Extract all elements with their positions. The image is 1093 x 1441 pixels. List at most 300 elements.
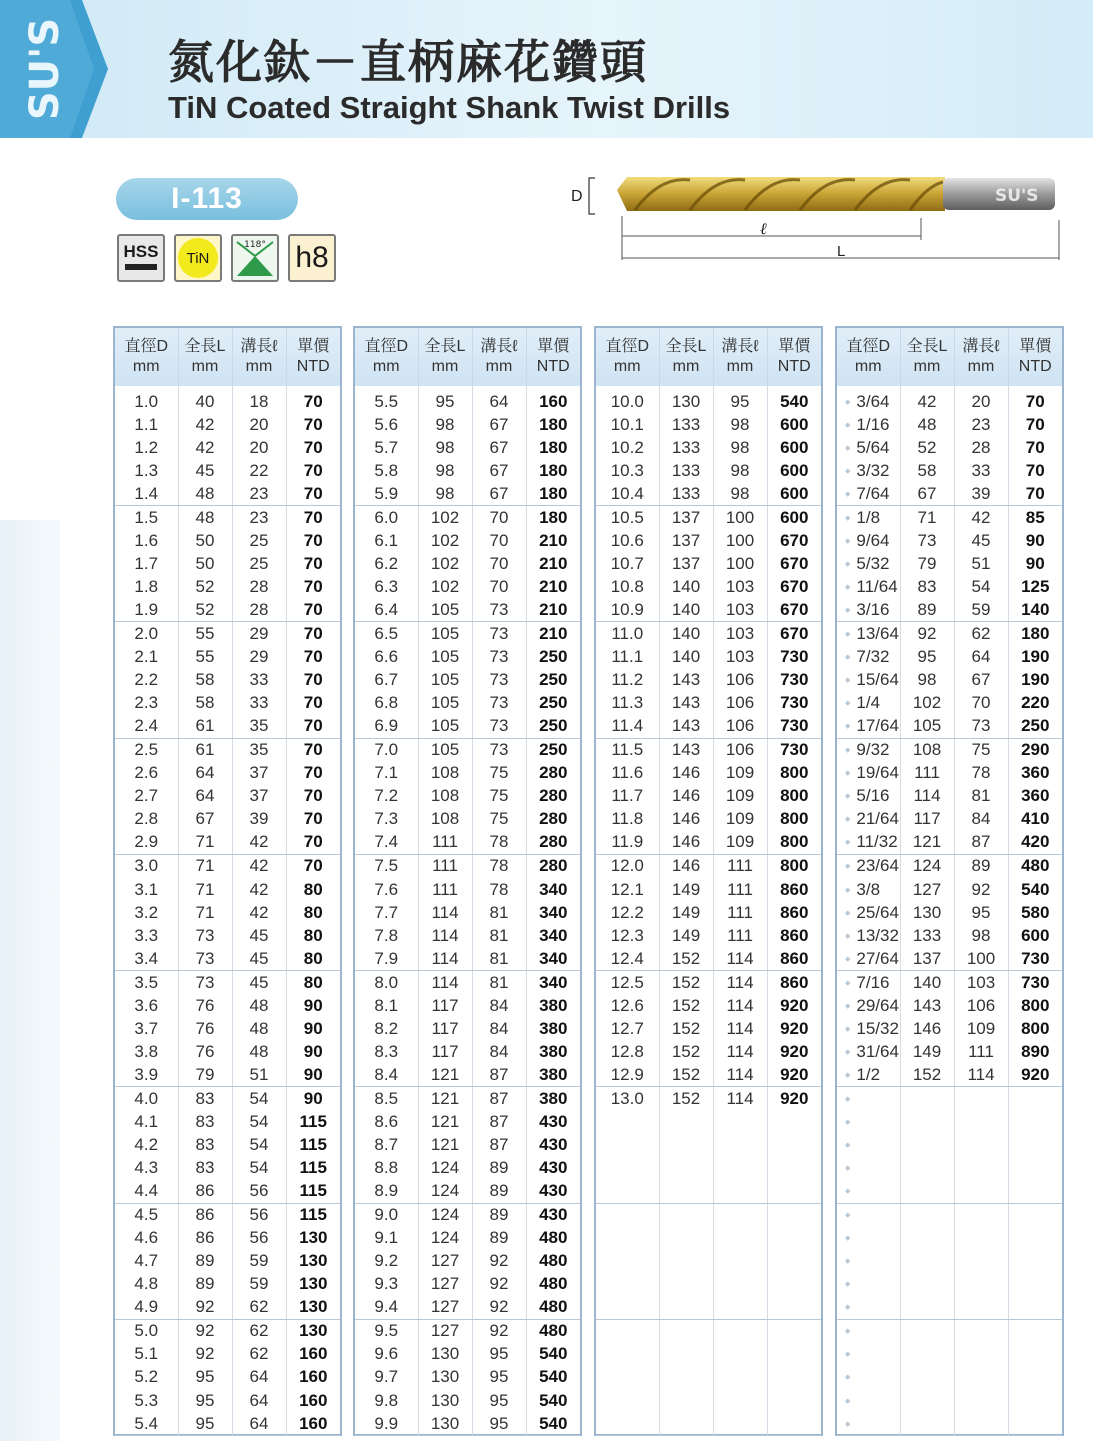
cell-price: 80 bbox=[286, 947, 340, 971]
cell-flute-length: 78 bbox=[954, 762, 1008, 785]
cell-total-length: 133 bbox=[659, 482, 713, 506]
cell-flute-length: 114 bbox=[713, 1087, 767, 1111]
cell-diameter bbox=[837, 1180, 900, 1204]
cell-total-length bbox=[659, 1250, 713, 1273]
cell-diameter: ◆ 7/32 bbox=[837, 646, 900, 669]
cell-total-length: 71 bbox=[178, 901, 232, 924]
cell-flute-length: 95 bbox=[472, 1343, 526, 1366]
cell-diameter bbox=[837, 1319, 900, 1343]
cell-flute-length: 73 bbox=[472, 598, 526, 622]
table-row bbox=[355, 1040, 580, 1063]
col-header-label: 全長L bbox=[906, 338, 948, 355]
table-row bbox=[355, 738, 580, 762]
cell-total-length: 152 bbox=[659, 1087, 713, 1111]
table-row bbox=[596, 1273, 821, 1296]
table-row bbox=[596, 1343, 821, 1366]
hss-icon bbox=[117, 234, 165, 282]
cell-total-length: 114 bbox=[418, 947, 472, 971]
cell-diameter: ◆ 25/64 bbox=[837, 901, 900, 924]
cell-flute-length bbox=[954, 1087, 1008, 1111]
cell-flute-length bbox=[713, 1319, 767, 1343]
cell-flute-length: 23 bbox=[232, 482, 286, 506]
table-row bbox=[115, 1203, 340, 1227]
cell-diameter: 3.8 bbox=[134, 1041, 159, 1061]
table-row bbox=[115, 1180, 340, 1204]
cell-price: 670 bbox=[767, 622, 821, 646]
cell-price: 70 bbox=[1008, 413, 1062, 436]
cell-diameter: ◆ 1/8 bbox=[837, 506, 900, 530]
col-header-label: 直徑D bbox=[124, 338, 169, 355]
cell-flute-length bbox=[713, 1157, 767, 1180]
cell-flute-length: 33 bbox=[232, 669, 286, 692]
cell-flute-length: 103 bbox=[713, 646, 767, 669]
cell-price: 80 bbox=[286, 971, 340, 995]
cell-total-length bbox=[659, 1343, 713, 1366]
page-title-chinese: 氮化鈦－直柄麻花鑽頭 bbox=[168, 35, 648, 89]
cell-diameter: 1.4 bbox=[115, 482, 178, 506]
cell-price: 130 bbox=[286, 1227, 340, 1250]
cell-total-length: 92 bbox=[900, 622, 954, 646]
cell-diameter: 7.2 bbox=[374, 786, 399, 806]
cell-total-length: 111 bbox=[418, 831, 472, 855]
cell-diameter: 5.7 bbox=[374, 437, 399, 457]
cell-total-length bbox=[900, 1296, 954, 1320]
cell-diameter: ◆ 5/16 bbox=[837, 785, 900, 808]
table-row bbox=[355, 1063, 580, 1087]
cell-total-length: 152 bbox=[659, 994, 713, 1017]
cell-diameter: ◆ 19/64 bbox=[837, 762, 900, 785]
table-row bbox=[115, 1157, 340, 1180]
cell-flute-length: 45 bbox=[232, 971, 286, 995]
cell-price: 340 bbox=[526, 947, 580, 971]
table-row bbox=[355, 1203, 580, 1227]
col-header-unit: NTD bbox=[777, 358, 811, 375]
cell-total-length: 140 bbox=[659, 598, 713, 622]
cell-flute-length bbox=[954, 1110, 1008, 1133]
cell-diameter: 2.7 bbox=[134, 786, 159, 806]
table-row bbox=[596, 1134, 821, 1157]
cell-flute-length: 73 bbox=[954, 715, 1008, 739]
cell-price: 340 bbox=[526, 971, 580, 995]
cell-price: 190 bbox=[1008, 669, 1062, 692]
cell-price: 140 bbox=[1008, 598, 1062, 622]
table-row bbox=[837, 831, 1062, 855]
cell-flute-length: 81 bbox=[954, 785, 1008, 808]
cell-diameter: 5.9 bbox=[355, 482, 418, 506]
cell-flute-length: 114 bbox=[713, 1040, 767, 1063]
cell-diameter bbox=[837, 1203, 900, 1227]
cell-diameter: 8.7 bbox=[374, 1135, 399, 1155]
cell-price: 250 bbox=[526, 738, 580, 762]
cell-diameter: 12.4 bbox=[596, 947, 659, 971]
cell-diameter: 11.9 bbox=[596, 831, 659, 855]
cell-diameter: 1.5 bbox=[134, 507, 159, 527]
table-row bbox=[355, 1250, 580, 1273]
cell-diameter: 6.6 bbox=[374, 647, 399, 667]
cell-diameter: 8.6 bbox=[374, 1111, 399, 1131]
cell-price: 130 bbox=[286, 1319, 340, 1343]
cell-price: 70 bbox=[1008, 459, 1062, 482]
cell-total-length bbox=[900, 1343, 954, 1366]
cell-price bbox=[1008, 1366, 1062, 1389]
cell-total-length: 50 bbox=[178, 552, 232, 575]
cell-diameter: 4.8 bbox=[134, 1274, 159, 1294]
cell-price: 280 bbox=[526, 762, 580, 785]
cell-diameter: 6.4 bbox=[355, 598, 418, 622]
cell-total-length bbox=[900, 1180, 954, 1204]
col-header-diameter bbox=[837, 328, 900, 386]
table-row bbox=[115, 1366, 340, 1389]
cell-flute-length: 106 bbox=[713, 669, 767, 692]
cell-flute-length bbox=[954, 1203, 1008, 1227]
cell-price: 480 bbox=[526, 1227, 580, 1250]
cell-flute-length: 100 bbox=[713, 552, 767, 575]
cell-flute-length: 89 bbox=[954, 854, 1008, 878]
cell-diameter: 1.0 bbox=[134, 391, 159, 411]
cell-diameter: 8.5 bbox=[374, 1088, 399, 1108]
cell-flute-length: 20 bbox=[232, 436, 286, 459]
cell-total-length bbox=[900, 1087, 954, 1111]
cell-price bbox=[767, 1273, 821, 1296]
cell-diameter: 7.4 bbox=[355, 831, 418, 855]
cell-price: 540 bbox=[526, 1412, 580, 1436]
table-row bbox=[837, 1250, 1062, 1273]
cell-total-length: 133 bbox=[900, 924, 954, 947]
cell-flute-length: 87 bbox=[472, 1134, 526, 1157]
cell-diameter: 10.4 bbox=[596, 482, 659, 506]
col-header-unit: mm bbox=[854, 358, 882, 375]
col-header-diameter bbox=[355, 328, 418, 386]
cell-total-length: 124 bbox=[418, 1180, 472, 1204]
cell-price: 540 bbox=[526, 1389, 580, 1412]
cell-price: 220 bbox=[1008, 692, 1062, 715]
size-table-2 bbox=[353, 326, 582, 1436]
cell-price: 210 bbox=[526, 622, 580, 646]
table-row bbox=[115, 715, 340, 739]
cell-total-length: 55 bbox=[178, 622, 232, 646]
cell-price: 90 bbox=[286, 994, 340, 1017]
table-row bbox=[115, 1412, 340, 1436]
table-row bbox=[837, 575, 1062, 598]
col-header-label: 直徑D bbox=[846, 338, 891, 355]
cell-total-length: 140 bbox=[659, 646, 713, 669]
table-row bbox=[596, 808, 821, 831]
cell-flute-length: 95 bbox=[472, 1412, 526, 1436]
cell-price: 210 bbox=[526, 529, 580, 552]
cell-total-length: 71 bbox=[178, 878, 232, 901]
cell-price: 210 bbox=[526, 598, 580, 622]
cell-price: 125 bbox=[1008, 575, 1062, 598]
table-row bbox=[837, 715, 1062, 739]
cell-total-length bbox=[900, 1203, 954, 1227]
cell-flute-length: 35 bbox=[232, 715, 286, 739]
cell-total-length: 124 bbox=[900, 854, 954, 878]
cell-diameter: 5.6 bbox=[374, 414, 399, 434]
table-row bbox=[837, 1273, 1062, 1296]
cell-price: 540 bbox=[1008, 878, 1062, 901]
cell-total-length: 48 bbox=[900, 413, 954, 436]
cell-diameter: 5.2 bbox=[134, 1367, 159, 1387]
cell-price: 800 bbox=[767, 785, 821, 808]
cell-flute-length bbox=[954, 1180, 1008, 1204]
table-row bbox=[355, 1412, 580, 1436]
cell-total-length: 140 bbox=[659, 622, 713, 646]
cell-total-length: 79 bbox=[178, 1063, 232, 1087]
table-row bbox=[115, 1227, 340, 1250]
drill-diagram bbox=[565, 168, 1065, 264]
cell-price bbox=[767, 1296, 821, 1320]
cell-diameter: 2.1 bbox=[134, 647, 159, 667]
cell-diameter: 2.3 bbox=[134, 693, 159, 713]
cell-flute-length: 51 bbox=[954, 552, 1008, 575]
cell-total-length: 95 bbox=[418, 386, 472, 413]
cell-price: 90 bbox=[1008, 552, 1062, 575]
cell-flute-length: 29 bbox=[232, 646, 286, 669]
cell-flute-length: 98 bbox=[954, 924, 1008, 947]
cell-diameter: ◆ 15/64 bbox=[837, 669, 900, 692]
col-header-flute-length bbox=[713, 328, 767, 386]
cell-flute-length: 92 bbox=[472, 1296, 526, 1320]
tin-coating-icon bbox=[174, 234, 222, 282]
cell-price bbox=[1008, 1134, 1062, 1157]
cell-flute-length: 59 bbox=[232, 1250, 286, 1273]
table-row bbox=[837, 459, 1062, 482]
cell-price: 380 bbox=[526, 994, 580, 1017]
table-row bbox=[115, 1343, 340, 1366]
size-table-1 bbox=[113, 326, 342, 1436]
cell-price: 160 bbox=[286, 1343, 340, 1366]
cell-flute-length: 59 bbox=[954, 598, 1008, 622]
cell-price: 540 bbox=[526, 1366, 580, 1389]
cell-price: 70 bbox=[286, 669, 340, 692]
cell-flute-length: 51 bbox=[232, 1063, 286, 1087]
cell-diameter: 12.6 bbox=[610, 995, 644, 1015]
table-row bbox=[355, 924, 580, 947]
table-row bbox=[355, 762, 580, 785]
cell-price: 250 bbox=[526, 646, 580, 669]
cell-total-length: 73 bbox=[900, 529, 954, 552]
cell-total-length: 64 bbox=[178, 785, 232, 808]
table-row bbox=[355, 785, 580, 808]
cell-diameter: 10.5 bbox=[610, 507, 644, 527]
cell-total-length: 42 bbox=[178, 413, 232, 436]
cell-flute-length: 56 bbox=[232, 1180, 286, 1204]
cell-total-length: 152 bbox=[659, 1063, 713, 1087]
cell-total-length: 58 bbox=[178, 669, 232, 692]
cell-price: 70 bbox=[286, 622, 340, 646]
cell-price: 90 bbox=[286, 1040, 340, 1063]
table-row bbox=[837, 947, 1062, 971]
cell-flute-length bbox=[954, 1389, 1008, 1412]
cell-price: 85 bbox=[1008, 506, 1062, 530]
cell-price: 860 bbox=[767, 947, 821, 971]
diameter-label: D bbox=[571, 188, 583, 205]
cell-diameter: 2.6 bbox=[134, 763, 159, 783]
cell-total-length: 92 bbox=[178, 1319, 232, 1343]
table-row bbox=[837, 692, 1062, 715]
table-row bbox=[355, 1273, 580, 1296]
table-row bbox=[596, 1319, 821, 1343]
cell-price: 210 bbox=[526, 552, 580, 575]
table-row bbox=[596, 762, 821, 785]
cell-flute-length: 20 bbox=[232, 413, 286, 436]
cell-total-length: 86 bbox=[178, 1227, 232, 1250]
cell-total-length: 92 bbox=[178, 1343, 232, 1366]
table-row bbox=[115, 1063, 340, 1087]
cell-flute-length: 84 bbox=[472, 994, 526, 1017]
table-row bbox=[837, 1203, 1062, 1227]
table-row bbox=[837, 1180, 1062, 1204]
cell-flute-length: 25 bbox=[232, 552, 286, 575]
cell-price: 70 bbox=[286, 762, 340, 785]
cell-diameter: 9.2 bbox=[374, 1251, 399, 1271]
cell-flute-length: 103 bbox=[713, 575, 767, 598]
cell-price: 190 bbox=[1008, 646, 1062, 669]
cell-flute-length: 29 bbox=[232, 622, 286, 646]
table-row bbox=[115, 762, 340, 785]
cell-total-length: 117 bbox=[418, 1040, 472, 1063]
cell-flute-length bbox=[954, 1366, 1008, 1389]
col-header-label: 單價 bbox=[297, 338, 330, 355]
cell-price bbox=[767, 1203, 821, 1227]
table-row bbox=[596, 529, 821, 552]
cell-price: 80 bbox=[286, 901, 340, 924]
cell-price: 70 bbox=[286, 646, 340, 669]
cell-diameter: ◆ 3/16 bbox=[837, 598, 900, 622]
cell-total-length: 121 bbox=[418, 1063, 472, 1087]
cell-total-length: 102 bbox=[418, 529, 472, 552]
cell-price: 180 bbox=[1008, 622, 1062, 646]
cell-flute-length: 42 bbox=[232, 901, 286, 924]
col-header-label: 溝長ℓ bbox=[721, 338, 759, 355]
cell-price: 800 bbox=[767, 831, 821, 855]
cell-total-length: 61 bbox=[178, 715, 232, 739]
table-row bbox=[837, 622, 1062, 646]
tolerance-label: h8 bbox=[295, 241, 329, 274]
table-row bbox=[596, 1157, 821, 1180]
cell-price bbox=[1008, 1157, 1062, 1180]
cell-flute-length: 70 bbox=[954, 692, 1008, 715]
cell-diameter: 6.5 bbox=[374, 623, 399, 643]
cell-price: 70 bbox=[286, 506, 340, 530]
cell-total-length bbox=[659, 1157, 713, 1180]
cell-diameter bbox=[596, 1412, 659, 1436]
table-row bbox=[355, 386, 580, 413]
cell-diameter: 8.0 bbox=[374, 972, 399, 992]
cell-flute-length bbox=[713, 1203, 767, 1227]
table-row bbox=[837, 1134, 1062, 1157]
table-row bbox=[355, 506, 580, 530]
cell-total-length: 152 bbox=[659, 1040, 713, 1063]
cell-total-length: 73 bbox=[178, 924, 232, 947]
cell-flute-length: 59 bbox=[232, 1273, 286, 1296]
cell-price: 670 bbox=[767, 598, 821, 622]
cell-total-length: 140 bbox=[659, 575, 713, 598]
table-row bbox=[596, 436, 821, 459]
cell-diameter: 8.3 bbox=[374, 1041, 399, 1061]
cell-price: 70 bbox=[286, 482, 340, 506]
cell-flute-length: 64 bbox=[232, 1366, 286, 1389]
cell-diameter: 5.1 bbox=[134, 1344, 159, 1364]
cell-flute-length: 70 bbox=[472, 506, 526, 530]
cell-price: 860 bbox=[767, 971, 821, 995]
cell-price: 70 bbox=[286, 692, 340, 715]
col-header-price bbox=[526, 328, 580, 386]
cell-price: 360 bbox=[1008, 785, 1062, 808]
cell-flute-length: 100 bbox=[713, 506, 767, 530]
cell-diameter bbox=[596, 1180, 659, 1204]
cell-price bbox=[767, 1110, 821, 1133]
cell-diameter bbox=[837, 1087, 900, 1111]
cell-price: 70 bbox=[286, 575, 340, 598]
cell-total-length: 114 bbox=[900, 785, 954, 808]
col-header-unit: NTD bbox=[296, 358, 330, 375]
cell-flute-length: 67 bbox=[472, 482, 526, 506]
cell-total-length: 73 bbox=[178, 971, 232, 995]
table-row bbox=[596, 552, 821, 575]
shank-brand-text: SU'S bbox=[995, 186, 1039, 206]
cell-price: 70 bbox=[286, 854, 340, 878]
cell-diameter: 3.7 bbox=[134, 1018, 159, 1038]
cell-diameter: 6.8 bbox=[374, 693, 399, 713]
cell-price: 280 bbox=[526, 854, 580, 878]
cell-flute-length: 111 bbox=[713, 854, 767, 878]
cell-flute-length: 106 bbox=[713, 715, 767, 739]
cell-total-length: 86 bbox=[178, 1203, 232, 1227]
cell-flute-length: 73 bbox=[472, 715, 526, 739]
cell-diameter: ◆ 3/64 bbox=[837, 386, 900, 413]
cell-diameter: 12.0 bbox=[610, 856, 644, 876]
cell-price bbox=[1008, 1389, 1062, 1412]
cell-diameter: 3.9 bbox=[115, 1063, 178, 1087]
cell-diameter: 1.2 bbox=[134, 437, 159, 457]
cell-total-length: 98 bbox=[900, 669, 954, 692]
col-header-price bbox=[1008, 328, 1062, 386]
col-header-total-length bbox=[659, 328, 713, 386]
cell-diameter bbox=[596, 1389, 659, 1412]
cell-flute-length: 73 bbox=[472, 669, 526, 692]
cell-price: 800 bbox=[1008, 1017, 1062, 1040]
table-row bbox=[837, 436, 1062, 459]
cell-price: 180 bbox=[526, 413, 580, 436]
cell-total-length: 108 bbox=[418, 762, 472, 785]
col-header-unit: mm bbox=[485, 358, 513, 375]
table-row bbox=[596, 575, 821, 598]
table-row bbox=[837, 1063, 1062, 1087]
cell-price: 70 bbox=[1008, 436, 1062, 459]
cell-total-length: 92 bbox=[178, 1296, 232, 1320]
cell-total-length bbox=[659, 1110, 713, 1133]
cell-diameter bbox=[596, 1366, 659, 1389]
table-row bbox=[115, 1250, 340, 1273]
cell-total-length: 149 bbox=[659, 901, 713, 924]
cell-diameter: 3.0 bbox=[134, 856, 159, 876]
cell-total-length: 149 bbox=[659, 878, 713, 901]
cell-total-length bbox=[659, 1273, 713, 1296]
cell-flute-length: 92 bbox=[472, 1250, 526, 1273]
table-row bbox=[115, 1087, 340, 1111]
cell-price: 130 bbox=[286, 1273, 340, 1296]
cell-diameter: ◆ 13/64 bbox=[837, 622, 900, 646]
cell-total-length: 42 bbox=[900, 386, 954, 413]
col-header-flute-length bbox=[472, 328, 526, 386]
cell-total-length: 48 bbox=[178, 506, 232, 530]
col-header-flute-length bbox=[232, 328, 286, 386]
cell-flute-length: 70 bbox=[472, 575, 526, 598]
cell-flute-length: 111 bbox=[954, 1040, 1008, 1063]
cell-flute-length: 111 bbox=[713, 901, 767, 924]
cell-flute-length: 54 bbox=[232, 1157, 286, 1180]
